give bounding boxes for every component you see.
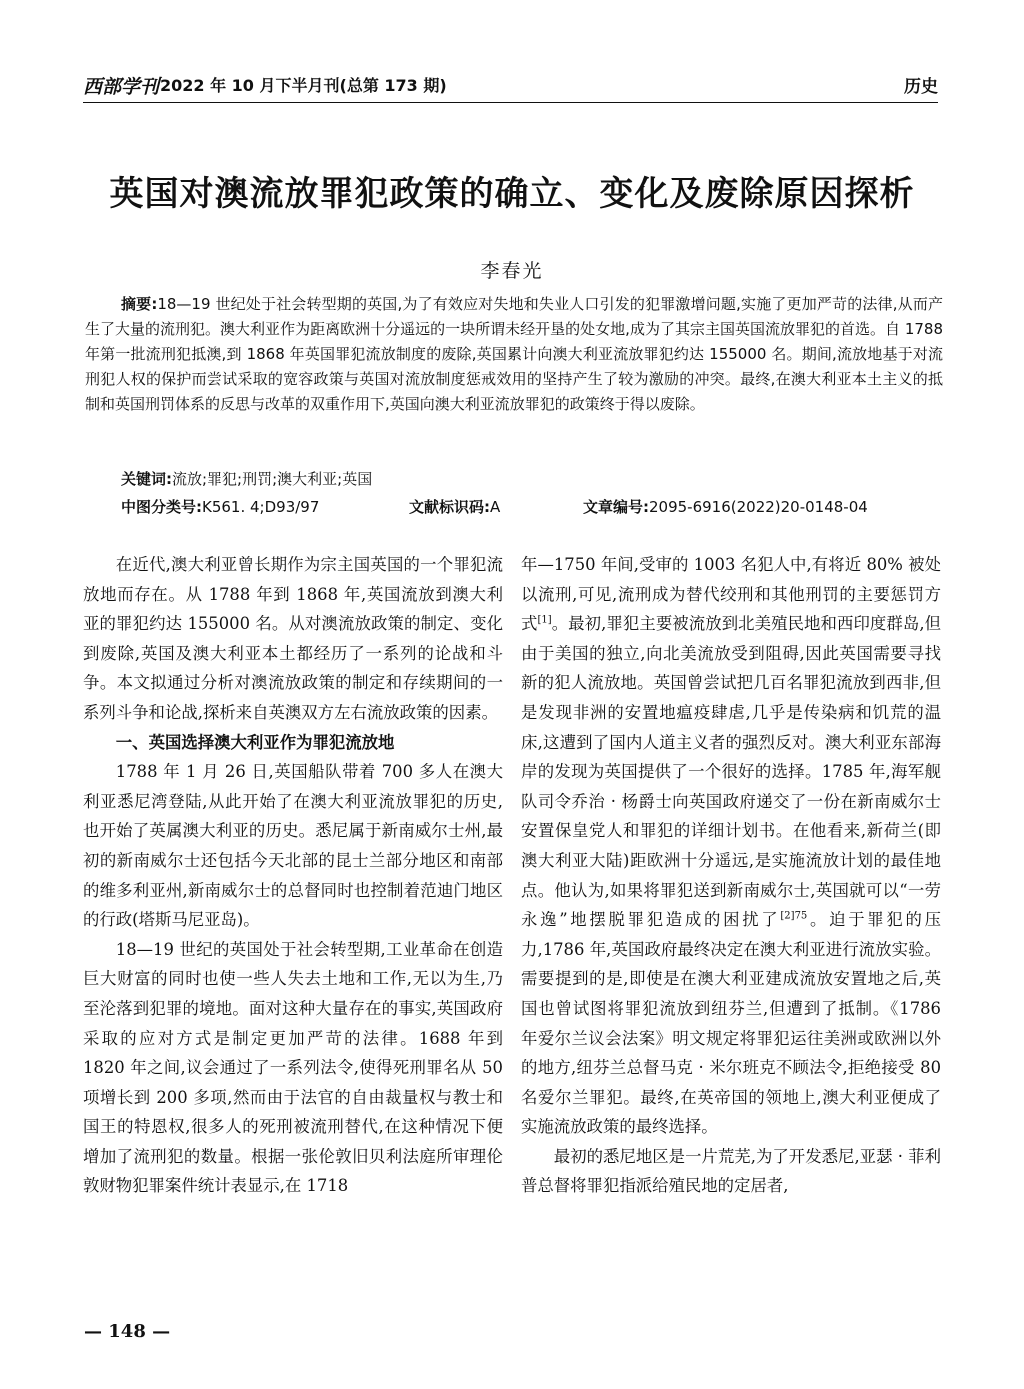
keywords-text: 流放;罪犯;刑罚;澳大利亚;英国 xyxy=(172,470,373,488)
clc-label: 中图分类号: xyxy=(121,498,202,516)
doc-code-label: 文献标识码: xyxy=(409,498,490,516)
body-column-left xyxy=(83,550,503,1201)
clc-number xyxy=(121,495,319,520)
citation-ref: [2]75 xyxy=(780,910,808,922)
body-column-right xyxy=(521,550,941,1201)
paragraph-continued xyxy=(521,550,941,1142)
keywords-label: 关键词: xyxy=(121,470,172,488)
document-code xyxy=(409,495,500,520)
section-heading: 一、英国选择澳大利亚作为罪犯流放地 xyxy=(115,732,395,752)
keywords xyxy=(121,467,941,492)
article-number xyxy=(583,495,868,520)
article-no-label: 文章编号: xyxy=(583,498,649,516)
running-header xyxy=(83,68,938,103)
paragraph: 在近代,澳大利亚曾长期作为宗主国英国的一个罪犯流放地而存在。从 1788 年到 1868 年,英国流放到澳大利亚的罪犯约达 155000 名。从对澳流放政策的制定、变化到废除,英国及澳大利亚本土都经历了一系列的论战和斗争。本文拟通过分析对澳流放政策的制定和存续期间的一系列斗争和论战,探析来自英澳双方左右流放政策的因素。 xyxy=(83,555,503,722)
abstract-text: 18—19 世纪处于社会转型期的英国,为了有效应对失地和失业人口引发的犯罪激增问题,实施了更加严苛的法律,从而产生了大量的流刑犯。澳大利亚作为距离欧洲十分遥远的一块所谓未经开垦的处女地,成为了其宗主国英国流放罪犯的首选。自 1788 年第一批流刑犯抵澳,到 1868 年英国罪犯流放制度的废除,英国累计向澳大利亚流放罪犯约达 155000 名。期间,流放地基于对流刑犯人权的保护而尝试采取的宽容政策与英国对流放制度惩戒效用的坚持产生了较为激励的冲突。最终,在澳大利亚本土主义的抵制和英国刑罚体系的反思与改革的双重作用下,英国向澳大利亚流放罪犯的政策终于得以废除。 xyxy=(85,295,943,413)
section-name: 历史 xyxy=(904,77,938,97)
page-number: — 148 — xyxy=(84,1321,171,1342)
article-title: 英国对澳流放罪犯政策的确立、变化及废除原因探析 xyxy=(109,174,915,214)
article-no-value: 2095-6916(2022)20-0148-04 xyxy=(649,498,868,516)
paragraph: 18—19 世纪的英国处于社会转型期,工业革命在创造巨大财富的同时也使一些人失去土地和工作,无以为生,乃至沦落到犯罪的境地。面对这种大量存在的事实,英国政府采取的应对方式是制定更加严苛的法律。1688 年到 1820 年之间,议会通过了一系列法令,使得死刑罪名从 50 项增长到 200 多项,然而由于法官的自由裁量权与教士和国王的特恩权,很多人的死刑被流刑替代,在这种情况下便增加了流刑犯的数量。根据一张伦敦旧贝利法庭所审理伦敦财物犯罪案件统计表显示,在 1718 xyxy=(83,939,503,1196)
article-author: 李春光 xyxy=(480,260,544,282)
issue-info: 2022 年 10 月下半月刊(总第 173 期) xyxy=(160,76,447,95)
citation-ref: [1] xyxy=(537,614,552,626)
abstract-label: 摘要: xyxy=(121,295,158,313)
doc-code-value: A xyxy=(490,498,501,516)
paragraph: 最初的悉尼地区是一片荒芜,为了开发悉尼,亚瑟 · 菲利普总督将罪犯指派给殖民地的定居者, xyxy=(521,1146,941,1196)
paragraph-text: 。迫于罪犯的压力,1786 年,英国政府最终决定在澳大利亚进行流放实验。需要提到的是,即使是在澳大利亚建成流放安置地之后,英国也曾试图将罪犯流放到纽芬兰,但遭到了抵制。《1786 年爱尔兰议会法案》明文规定将罪犯运往美洲或欧洲以外的地方,纽芬兰总督马克 · 米尔班克不顾法令,拒绝接受 80 名爱尔兰罪犯。最终,在英帝国的领地上,澳大利亚便成了实施流放政策的最终选择。 xyxy=(521,910,941,1137)
journal-logo: 西部学刊 xyxy=(83,76,160,98)
abstract xyxy=(85,292,943,417)
paragraph-text: 。最初,罪犯主要被流放到北美殖民地和西印度群岛,但由于美国的独立,向北美流放受到阻碍,因此英国需要寻找新的犯人流放地。英国曾尝试把几百名罪犯流放到西非,但是发现非洲的安置地瘟疫肆虐,几乎是传染病和饥荒的温床,这遭到了国内人道主义者的强烈反对。澳大利亚东部海岸的发现为英国提供了一个很好的选择。1785 年,海军舰队司令乔治 · 杨爵士向英国政府递交了一份在新南威尔士安置保皇党人和罪犯的详细计划书。在他看来,新荷兰(即澳大利亚大陆)距欧洲十分遥远,是实施流放计划的最佳地点。他认为,如果将罪犯送到新南威尔士,英国就可以“一劳永逸”地摆脱罪犯造成的困扰了 xyxy=(521,614,941,930)
paragraph: 1788 年 1 月 26 日,英国船队带着 700 多人在澳大利亚悉尼湾登陆,从此开始了在澳大利亚流放罪犯的历史,也开始了英属澳大利亚的历史。悉尼属于新南威尔士州,最初的新南威尔士还包括今天北部的昆士兰部分地区和南部的维多利亚州,新南威尔士的总督同时也控制着范迪门地区的行政(塔斯马尼亚岛)。 xyxy=(83,762,503,930)
paragraph-text: 年—1750 年间,受审的 1003 名犯人中,有将近 80% 被处以流刑,可见,流刑成为替代绞刑和其他刑罚的主要惩罚方式 xyxy=(521,555,941,634)
clc-value: K561. 4;D93/97 xyxy=(202,498,320,516)
